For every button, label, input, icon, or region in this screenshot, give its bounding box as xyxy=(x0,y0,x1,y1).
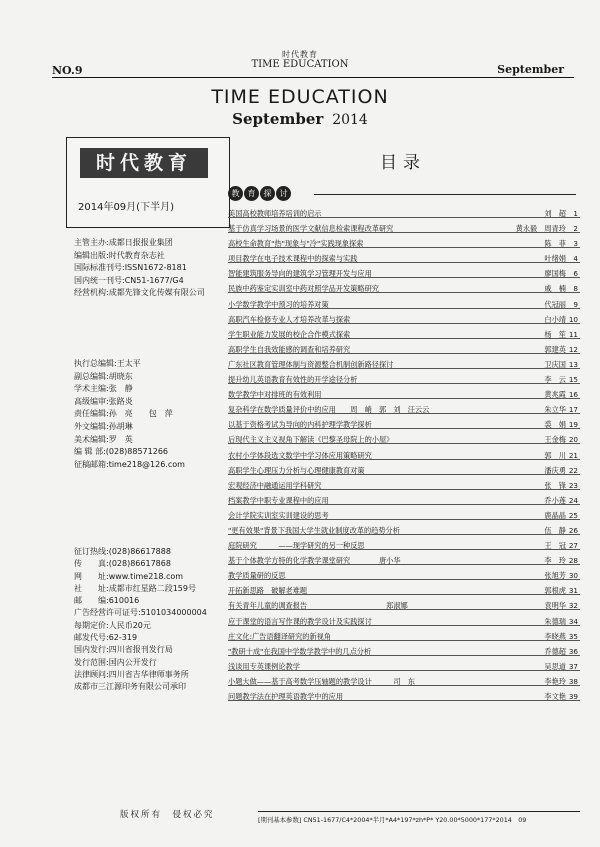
toc-entry-author: 王 冠 xyxy=(544,541,566,551)
toc-entry-author: 张 锋 xyxy=(544,480,566,490)
toc-entry-title: 开拓新思路 破解老难题 xyxy=(228,586,308,596)
toc-entry-title: 高职汽车检修专业人才培养改革与探索 xyxy=(228,314,351,324)
toc-entry-underline xyxy=(228,428,580,429)
toc-entry-page: 36 xyxy=(568,646,578,656)
toc-entry-title: 农村小学体段选文数学中学习体应用策略研究 xyxy=(228,450,372,460)
toc-entry-author: 郭 川 xyxy=(544,450,566,460)
toc-entry-title: 庄文化:广告语翻译研究的新视角 xyxy=(228,631,332,641)
toc-entry-author: 刘 超 xyxy=(544,209,566,218)
toc-entry-author: 廖国梅 xyxy=(544,269,566,279)
toc-entry-author: 戚 楠 xyxy=(544,284,566,294)
toc-entry xyxy=(228,327,580,342)
toc-entry-underline xyxy=(228,459,580,460)
toc-entry-page: 34 xyxy=(568,616,578,626)
toc-entry-author: 叶绪娟 xyxy=(544,254,566,264)
toc-entry xyxy=(228,568,580,583)
toc-entry xyxy=(228,598,580,613)
toc-entry-underline xyxy=(228,685,580,686)
toc-entry-underline xyxy=(228,353,580,354)
contact-line: 每期定价:人民币20元 xyxy=(74,620,151,630)
journal-logo: 时代教育 xyxy=(80,148,208,178)
toc-entry xyxy=(228,266,580,281)
toc-entry-title: 数学教学中对排班的有效利用 xyxy=(228,390,322,400)
toc-entry-title: 高职学生自我效能感的调查和培养研究 xyxy=(228,344,351,354)
header-rule xyxy=(52,77,574,78)
publisher-line: 主管主办:成都日报报业集团 xyxy=(74,238,173,247)
toc-entry-title: 基于仿真学习场景的医学文献信息检索课程改革研究 xyxy=(228,224,394,234)
toc-entry-page: 10 xyxy=(568,314,578,324)
toc-entry xyxy=(228,674,580,689)
toc-entry-page: 32 xyxy=(568,601,578,611)
footer-rule xyxy=(258,811,580,812)
toc-entry-title: 民族中药鉴定实训室中药对照学品开发策略研究 xyxy=(228,284,379,294)
toc-entry-page: 6 xyxy=(573,269,578,279)
toc-entry-page: 19 xyxy=(568,420,578,430)
toc-entry-page: 9 xyxy=(573,299,578,309)
toc-entry-author: 黄永毅 周青玲 xyxy=(515,224,566,234)
toc-entry-title: 智能建筑服务导向的建筑学习管理开发与应用 xyxy=(228,269,372,279)
header-time-education: TIME EDUCATION xyxy=(251,59,349,70)
toc-entry-author: 白小靖 xyxy=(544,314,566,324)
toc-entry-author: 郭建英 xyxy=(544,344,566,354)
toc-entry-underline xyxy=(228,443,580,444)
toc-entry-page: 1 xyxy=(573,209,578,218)
toc-entry-page: 28 xyxy=(568,556,578,566)
toc-entry-underline xyxy=(228,323,580,324)
toc-entry-title: 小题大做——基于高考数学压轴题的教学设计 司 东 xyxy=(228,676,415,686)
toc-entry xyxy=(228,644,580,659)
contact-line: 发行范围:国内公开发行 xyxy=(74,657,157,667)
toc-entry-page: 26 xyxy=(568,525,578,535)
toc-entry-underline xyxy=(228,625,580,626)
toc-entry-underline xyxy=(228,700,580,701)
masthead-month: September xyxy=(232,110,324,128)
toc-entry-underline xyxy=(228,564,580,565)
contact-line: 法律顾问:四川省吉华律师事务所 xyxy=(74,669,189,679)
contact-line: 邮 编:610016 xyxy=(74,596,140,606)
toc-entry-author: 陈 菲 xyxy=(544,239,566,249)
toc-entry xyxy=(228,251,580,266)
section-char: 讨 xyxy=(276,186,291,201)
toc-entry-page: 23 xyxy=(568,480,578,490)
toc-entry xyxy=(228,312,580,327)
toc-entry-title: 会计学院实训室实训建设的思考 xyxy=(228,510,329,520)
toc-entry-title: 应于课堂的语言写作课的教学设计及实践探讨 xyxy=(228,616,372,626)
contact-line: 网 址:www.time218.com xyxy=(74,571,184,581)
toc-entry-title: 学生职业能力发展的校企合作模式探索 xyxy=(228,329,351,339)
toc-entry-title: 档案教学中职专业课程中的应用 xyxy=(228,495,329,505)
staff-line: 执行总编辑:王太平 xyxy=(74,359,141,368)
section-rule xyxy=(314,194,576,195)
contact-line: 成都市三江源印务有限公司承印 xyxy=(74,682,186,692)
staff-line: 外文编辑:孙胡琳 xyxy=(74,421,133,431)
toc-entry xyxy=(228,538,580,553)
toc-entry-page: 37 xyxy=(568,661,578,671)
toc-entry-page: 31 xyxy=(568,586,578,596)
toc-entry-page: 39 xyxy=(568,692,578,701)
toc-entry-author: 裘 娟 xyxy=(544,420,566,430)
toc-entry-underline xyxy=(228,609,580,610)
toc-entry xyxy=(228,221,580,236)
toc-entry xyxy=(228,387,580,402)
toc-entry-author: 李 云 xyxy=(544,375,566,385)
toc-entry-underline xyxy=(228,519,580,520)
toc-entry xyxy=(228,523,580,538)
toc-entry-author: 李 玲 xyxy=(544,556,566,566)
toc-entry xyxy=(228,463,580,478)
staff-line: 责任编辑:孙 亮 包 萍 xyxy=(74,409,173,419)
toc-entry-author: 乔小莲 xyxy=(544,495,566,505)
toc-entry xyxy=(228,432,580,447)
publisher-line: 国际标准刊号:ISSN1672-8181 xyxy=(74,263,187,273)
toc-entry-underline xyxy=(228,549,580,550)
toc-entry xyxy=(228,629,580,644)
toc-entry-page: 17 xyxy=(568,405,578,415)
publisher-line: 国内统一刊号:CN51-1677/G4 xyxy=(74,275,184,285)
toc-entry-page: 20 xyxy=(568,435,578,445)
toc-entry-title: 教学质量研的反思 xyxy=(228,571,286,581)
toc-entry-page: 13 xyxy=(568,359,578,369)
contact-line: 邮发代号:62-319 xyxy=(74,633,138,643)
toc-entry xyxy=(228,402,580,417)
toc-entry-author: 伍 静 xyxy=(544,525,566,535)
toc-entry xyxy=(228,478,580,493)
section-char: 教 xyxy=(228,186,243,201)
publisher-line: 经营机构:成都先锋文化传媒有限公司 xyxy=(74,288,205,298)
masthead-date xyxy=(0,110,600,128)
toc-entry xyxy=(228,357,580,372)
toc-entry-underline xyxy=(228,368,580,369)
toc-entry xyxy=(228,372,580,387)
toc-list xyxy=(228,206,580,704)
toc-entry-underline xyxy=(228,534,580,535)
toc-entry xyxy=(228,493,580,508)
contact-line: 广告经营许可证号:5101034000004 xyxy=(74,608,207,618)
contact-line: 国内发行:四川省报刊发行局 xyxy=(74,645,173,655)
toc-entry-author: 代冠丽 xyxy=(544,299,566,309)
toc-entry-page: 11 xyxy=(568,329,578,339)
contact-info xyxy=(74,546,207,694)
toc-entry-page: 16 xyxy=(568,390,578,400)
header-issue-no: NO.9 xyxy=(52,64,83,77)
toc-entry-author: 潘庆勇 xyxy=(544,465,566,475)
toc-entry-page: 30 xyxy=(568,571,578,581)
toc-entry-author: 吴思道 xyxy=(544,661,566,671)
toc-entry-title: "更有效果"背景下我国大学生就业制度改革的趋势分析 xyxy=(228,525,400,535)
rights-notice: 版权所有 侵权必究 xyxy=(120,810,215,820)
toc-entry-page: 8 xyxy=(573,284,578,294)
toc-entry-underline xyxy=(228,217,580,218)
toc-entry-title: 宏观经济中融通运用学科研究 xyxy=(228,480,322,490)
toc-entry xyxy=(228,689,580,704)
toc-entry-page: 25 xyxy=(568,510,578,520)
toc-entry-underline xyxy=(228,262,580,263)
section-char: 探 xyxy=(260,186,275,201)
staff-line: 征稿邮箱:time218@126.com xyxy=(74,459,185,469)
toc-entry-title: 高校生命教育"热"现象与"冷"实践现象探索 xyxy=(228,239,364,249)
toc-entry xyxy=(228,508,580,523)
toc-entry-author: 李艳玲 xyxy=(544,676,566,686)
toc-entry xyxy=(228,614,580,629)
toc-entry-underline xyxy=(228,670,580,671)
toc-entry-title: 庭院研究 ——现学研究的另一种反思 xyxy=(228,541,365,551)
section-heading xyxy=(228,181,292,205)
contact-line: 征订热线:(028)86617888 xyxy=(74,547,171,556)
staff-line: 高级编审:张路炎 xyxy=(74,396,133,406)
toc-entry-underline xyxy=(228,308,580,309)
masthead-title: TIME EDUCATION xyxy=(211,86,389,108)
staff-info xyxy=(74,358,185,471)
toc-entry-author: 李文艳 xyxy=(544,692,566,701)
toc-entry-author: 卫庆国 xyxy=(544,359,566,369)
toc-entry-title: 问题教学法在护理英语教学中的应用 xyxy=(228,692,344,701)
toc-entry-title: 提升幼儿英语教育有效性的开学途径分析 xyxy=(228,375,358,385)
toc-entry-author: 袁明华 xyxy=(544,601,566,611)
toc-entry-title: 美国高校教师培养培训的启示 xyxy=(228,209,322,218)
toc-entry-underline xyxy=(228,232,580,233)
toc-entry xyxy=(228,281,580,296)
toc-entry-underline xyxy=(228,655,580,656)
contact-line: 社 址:成都市红星路二段159号 xyxy=(74,583,196,593)
toc-entry-author: 杨 笙 xyxy=(544,329,566,339)
staff-line: 副总编辑:胡晓东 xyxy=(74,371,133,381)
toc-entry-underline xyxy=(228,398,580,399)
toc-entry-title: 有关青年儿童的调查报告 郑淑娜 xyxy=(228,601,408,611)
toc-entry-author: 朱立华 xyxy=(544,405,566,415)
toc-entry xyxy=(228,448,580,463)
toc-entry xyxy=(228,553,580,568)
publisher-line: 编辑出版:时代教育杂志社 xyxy=(74,250,165,260)
toc-entry-page: 12 xyxy=(568,344,578,354)
toc-entry-author: 郭根虎 xyxy=(544,586,566,596)
toc-entry-title: "教研十成"在我国中学数学教学中的几点分析 xyxy=(228,646,372,656)
toc-entry xyxy=(228,417,580,432)
toc-entry xyxy=(228,342,580,357)
toc-entry-title: 后现代主义主义视角下解读《巴黎圣母院上的小屋》 xyxy=(228,435,394,445)
toc-entry-underline xyxy=(228,504,580,505)
toc-entry-title: 小学数学教学中预习的培养对策 xyxy=(228,299,329,309)
toc-entry-author: 王金梅 xyxy=(544,435,566,445)
toc-entry-underline xyxy=(228,247,580,248)
toc-entry xyxy=(228,583,580,598)
section-char: 育 xyxy=(244,186,259,201)
toc-entry-underline xyxy=(228,413,580,414)
toc-entry-underline xyxy=(228,338,580,339)
toc-entry-page: 15 xyxy=(568,375,578,385)
issue-date: 2014年09月(下半月) xyxy=(78,202,174,213)
toc-entry-page: 24 xyxy=(568,495,578,505)
toc-title: 目录 xyxy=(380,153,426,173)
toc-entry-title: 复杂科学在数学质量评价中的应用 周 峭 郭 刘 汪云云 xyxy=(228,405,430,415)
header-small-title: 时代教育 xyxy=(282,50,318,59)
toc-entry-page: 3 xyxy=(573,239,578,249)
toc-entry-underline xyxy=(228,579,580,580)
toc-entry-title: 基于个体教学方特的化学教学课堂研究 唐小华 xyxy=(228,556,401,566)
toc-entry xyxy=(228,236,580,251)
header-month: September xyxy=(497,63,564,76)
toc-entry xyxy=(228,206,580,221)
toc-entry-page: 27 xyxy=(568,541,578,551)
toc-entry-underline xyxy=(228,383,580,384)
toc-entry-author: 李晓燕 xyxy=(544,631,566,641)
toc-entry xyxy=(228,659,580,674)
journal-params: [期刊基本参数] CN51-1677/C4*2004*半月*A4*197*zh*P* Y20.00*5000*177*2014 09 xyxy=(258,816,527,824)
toc-entry-underline xyxy=(228,474,580,475)
toc-entry-underline xyxy=(228,489,580,490)
toc-entry-page: 21 xyxy=(568,450,578,460)
contact-line: 传 真:(028)86617868 xyxy=(74,559,171,569)
toc-entry-title: 项目教学在电子技术课程中的探索与实践 xyxy=(228,254,358,264)
toc-entry xyxy=(228,297,580,312)
toc-entry-title: 以基于资格考试为导向的内科护理学教学探析 xyxy=(228,420,372,430)
toc-entry-page: 35 xyxy=(568,631,578,641)
toc-entry-underline xyxy=(228,594,580,595)
toc-entry-page: 2 xyxy=(573,224,578,234)
toc-entry-title: 广东社区教育管理体制与资源整合机制创新路径探讨 xyxy=(228,359,394,369)
staff-line: 美术编辑:罗 英 xyxy=(74,434,133,444)
toc-entry-underline xyxy=(228,292,580,293)
publisher-info xyxy=(74,237,205,300)
toc-entry-page: 22 xyxy=(568,465,578,475)
toc-entry-author: 朱德瑞 xyxy=(544,616,566,626)
toc-entry-author: 黄兆霞 xyxy=(544,390,566,400)
toc-entry-author: 乔德超 xyxy=(544,646,566,656)
toc-entry-underline xyxy=(228,277,580,278)
toc-entry-title: 高职学生心理压力分析与心理健康教育对策 xyxy=(228,465,365,475)
toc-entry-underline xyxy=(228,640,580,641)
masthead-year: 2014 xyxy=(332,112,368,128)
staff-line: 学术主编:张 静 xyxy=(74,384,133,394)
toc-entry-author: 张旭芳 xyxy=(544,571,566,581)
toc-entry-author: 鹿晶晶 xyxy=(544,510,566,520)
toc-entry-title: 浅谈用专英课例论教学 xyxy=(228,661,300,671)
toc-entry-page: 4 xyxy=(573,254,578,264)
toc-entry-page: 38 xyxy=(568,676,578,686)
staff-line: 编 辑 部:(028)88571266 xyxy=(74,447,169,457)
